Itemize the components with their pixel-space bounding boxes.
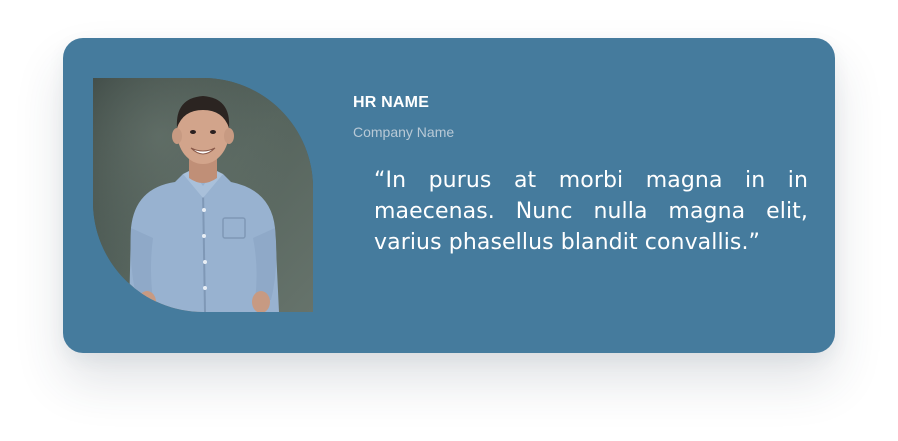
testimonial-card: [63, 38, 835, 353]
person-photo: [93, 78, 313, 312]
company-name: Company Name: [353, 124, 455, 140]
person-photo-icon: [93, 78, 313, 312]
testimonial-quote: “In purus at morbi magna in in maecenas. Nunc nulla magna elit, varius phasellus blandit convallis.”: [374, 168, 808, 255]
hr-name: HR NAME: [353, 94, 430, 111]
